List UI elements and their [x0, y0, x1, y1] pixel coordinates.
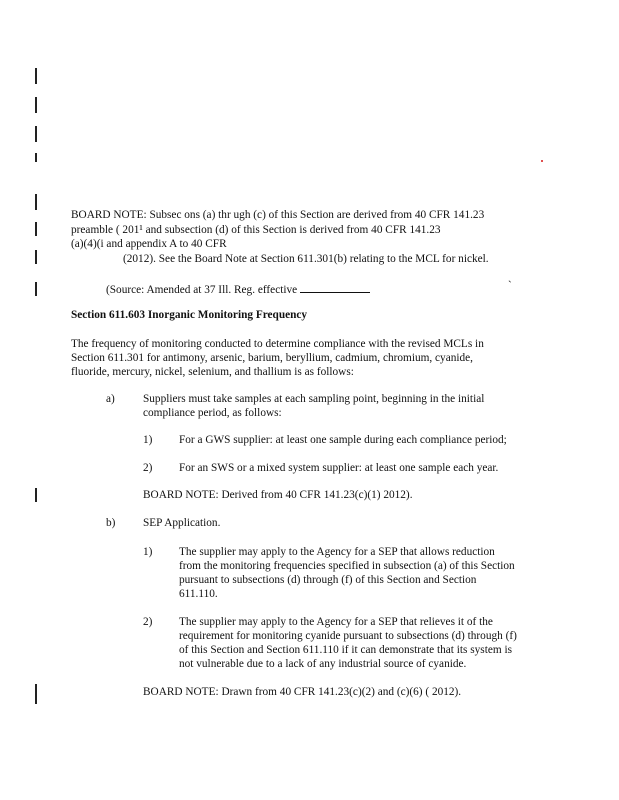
item-a1-text: For a GWS supplier: at least one sample during each compliance period;: [179, 434, 507, 446]
revision-bar: [35, 68, 37, 84]
source-text: (Source: Amended at 37 Ill. Reg. effective: [106, 284, 298, 296]
board-note-line: BOARD NOTE: Subsec ons (a) thr ugh (c) of this Section are derived from 40 CFR 141.23: [71, 209, 485, 221]
revision-bar: [35, 282, 37, 296]
source-line: [106, 282, 370, 298]
intro-line: Section 611.301 for antimony, arsenic, barium, beryllium, cadmium, chromium, cyanide,: [71, 352, 473, 364]
revision-bar: [35, 222, 37, 236]
revision-bar: [35, 153, 37, 162]
item-b1-line: from the monitoring frequencies specified in subsection (a) of this Section: [179, 560, 515, 572]
intro-line: fluoride, mercury, nickel, selenium, and thallium is as follows:: [71, 366, 354, 378]
item-a-marker: a): [106, 393, 115, 405]
revision-bar: [35, 684, 37, 704]
item-b1-line: pursuant to subsections (d) through (f) of this Section and Section: [179, 574, 477, 586]
revision-bar: [35, 488, 37, 502]
effective-blank: [300, 282, 370, 293]
revision-bar: [35, 250, 37, 264]
revision-bar: [35, 126, 37, 142]
red-speck: [541, 160, 543, 162]
item-b2-line: The supplier may apply to the Agency for a SEP that relieves it of the: [179, 616, 493, 628]
board-note-line: (2012). See the Board Note at Section 611.301(b) relating to the MCL for nickel.: [123, 253, 489, 265]
item-a2-marker: 2): [143, 462, 153, 474]
intro-line: The frequency of monitoring conducted to determine compliance with the revised MCLs in: [71, 338, 484, 350]
item-a-line: compliance period, as follows:: [143, 407, 282, 419]
revision-bar: [35, 97, 37, 113]
item-b1-line: 611.110.: [179, 588, 218, 600]
item-b-marker: b): [106, 517, 116, 529]
item-b2-line: requirement for monitoring cyanide pursuant to subsections (d) through (f): [179, 630, 517, 642]
board-note-line: (a)(4)(i and appendix A to 40 CFR: [71, 238, 227, 250]
item-a2-text: For an SWS or a mixed system supplier: at least one sample each year.: [179, 462, 499, 474]
item-b2-line: not vulnerable due to a lack of any industrial source of cyanide.: [179, 658, 467, 670]
board-note-line: preamble ( 201¹ and subsection (d) of this Section is derived from 40 CFR 141.23: [71, 224, 441, 236]
source-tick: `: [508, 280, 512, 292]
item-a1-marker: 1): [143, 434, 153, 446]
item-b-board-note: BOARD NOTE: Drawn from 40 CFR 141.23(c)(2) and (c)(6) ( 2012).: [143, 686, 462, 698]
item-a-board-note: BOARD NOTE: Derived from 40 CFR 141.23(c)(1) 2012).: [143, 489, 413, 501]
item-b2-line: of this Section and Section 611.110 if it can demonstrate that its system is: [179, 644, 512, 656]
section-title: Section 611.603 Inorganic Monitoring Frequency: [71, 309, 308, 321]
item-b2-marker: 2): [143, 616, 153, 628]
item-b1-marker: 1): [143, 546, 153, 558]
revision-bar: [35, 194, 37, 210]
item-b-title: SEP Application.: [143, 517, 221, 529]
item-b1-line: The supplier may apply to the Agency for a SEP that allows reduction: [179, 546, 495, 558]
item-a-line: Suppliers must take samples at each sampling point, beginning in the initial: [143, 393, 485, 405]
